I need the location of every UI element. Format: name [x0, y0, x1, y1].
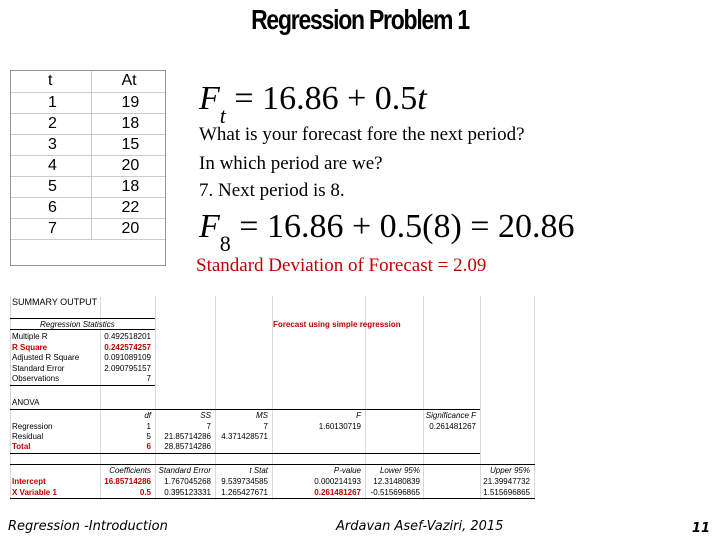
regression-statistics-header: Regression Statistics: [40, 320, 115, 329]
coef-p: 0.261481267: [314, 487, 361, 497]
reg-stat-value: 0.242574257: [104, 342, 151, 352]
page-number: 11: [691, 521, 710, 536]
anova-ss: 21.85714286: [164, 432, 211, 441]
question-line-2: In which period are we?: [199, 153, 383, 174]
formula-lhs: F: [199, 80, 220, 117]
table-row: [11, 92, 165, 113]
anova-title: ANOVA: [12, 398, 40, 407]
formula-rhs: = 16.86 + 0.5: [234, 80, 418, 117]
reg-stat-value: 0.492518201: [104, 332, 151, 341]
anova-df: 6: [146, 442, 151, 451]
formula-var: t: [417, 80, 427, 117]
reg-stat-label: R Square: [12, 342, 48, 352]
anova-header: MS: [256, 411, 268, 420]
reg-stat-label: Adjusted R Square: [12, 353, 80, 362]
coef-lower: -0.515696865: [370, 487, 420, 497]
anova-f: 1.60130719: [318, 422, 361, 431]
reg-stat-value: 2.090795157: [104, 363, 151, 373]
coef-se: 1.767045268: [164, 477, 211, 486]
reg-stat-value: 0.091089109: [104, 353, 151, 362]
excel-summary-output: [10, 296, 535, 500]
anova-ss: 7: [206, 422, 211, 431]
coef-p: 0.000214193: [314, 477, 361, 486]
summary-output-title: SUMMARY OUTPUT: [12, 297, 98, 307]
coef-header: Upper 95%: [489, 466, 530, 475]
period-cell: 4: [11, 155, 91, 176]
coef-upper: 21.39947732: [483, 477, 530, 486]
std-dev-line: Standard Deviation of Forecast = 2.09: [196, 255, 487, 276]
period-cell: 6: [11, 197, 91, 218]
period-cell: 7: [11, 218, 91, 239]
coef-t: 9.539734585: [221, 477, 268, 486]
table-row: [11, 197, 165, 218]
table-row: [11, 218, 165, 239]
coef-lower: 12.31480839: [373, 477, 420, 486]
reg-stat-label: Standard Error: [12, 363, 65, 373]
coef-upper: 1.515696865: [483, 487, 530, 497]
slide-title: Regression Problem 1: [251, 4, 469, 35]
formula-subscript: t: [219, 102, 226, 128]
actual-cell: 22: [91, 197, 165, 218]
table-row: [11, 176, 165, 197]
table-row: [11, 155, 165, 176]
forecast-rhs: = 16.86 + 0.5(8) = 20.86: [239, 208, 575, 245]
forecast-note: Forecast using simple regression: [273, 320, 401, 329]
period-cell: 1: [11, 92, 91, 113]
period-cell: 2: [11, 113, 91, 134]
period-cell: 3: [11, 134, 91, 155]
anova-row-label: Total: [12, 442, 31, 451]
table-row: [11, 134, 165, 155]
anova-ss: 28.85714286: [164, 442, 211, 451]
table-header-row: [11, 71, 165, 92]
forecast-subscript: 8: [219, 230, 231, 256]
footer-author: Ardavan Asef-Vaziri, 2015: [336, 519, 504, 534]
time-series-table: [10, 70, 166, 266]
coef-se: 0.395123331: [164, 487, 211, 497]
coef-coef: 16.85714286: [104, 477, 151, 486]
anova-df: 5: [146, 432, 151, 441]
anova-header: df: [144, 411, 151, 420]
footer-course: Regression -Introduction: [8, 519, 168, 534]
period-cell: t: [11, 71, 91, 92]
coef-header: Standard Error: [158, 466, 211, 475]
forecast-formula: [199, 208, 575, 256]
anova-ms: 7: [263, 422, 268, 431]
actual-cell: At: [91, 71, 165, 92]
anova-ms: 4.371428571: [221, 432, 268, 441]
anova-sig: 0.261481267: [429, 422, 476, 431]
question-line-3: 7. Next period is 8.: [199, 180, 345, 201]
coef-row-label: Intercept: [12, 477, 46, 486]
coef-t: 1.265427671: [221, 487, 268, 497]
actual-cell: 20: [91, 155, 165, 176]
coef-coef: 0.5: [139, 487, 151, 497]
coef-header: t Stat: [249, 466, 268, 475]
question-line-1: What is your forecast fore the next period?: [199, 124, 525, 145]
reg-stat-label: Multiple R: [12, 332, 48, 341]
coef-row-label: X Variable 1: [12, 487, 57, 497]
coef-header: Lower 95%: [379, 466, 420, 475]
anova-row-label: Regression: [12, 422, 53, 431]
actual-cell: 18: [91, 176, 165, 197]
actual-cell: 18: [91, 113, 165, 134]
reg-stat-label: Observations: [12, 374, 60, 383]
forecast-lhs: F: [199, 208, 220, 245]
reg-stat-value: 7: [146, 374, 151, 383]
anova-header: Significance F: [425, 411, 476, 420]
period-cell: 5: [11, 176, 91, 197]
actual-cell: 15: [91, 134, 165, 155]
table-row: [11, 113, 165, 134]
regression-formula: [199, 80, 427, 128]
actual-cell: 19: [91, 92, 165, 113]
coef-header: Coefficients: [109, 466, 151, 475]
anova-df: 1: [146, 422, 151, 431]
anova-header: F: [356, 411, 361, 420]
anova-header: SS: [200, 411, 211, 420]
coef-header: P-value: [333, 466, 361, 475]
anova-row-label: Residual: [12, 432, 44, 441]
actual-cell: 20: [91, 218, 165, 239]
